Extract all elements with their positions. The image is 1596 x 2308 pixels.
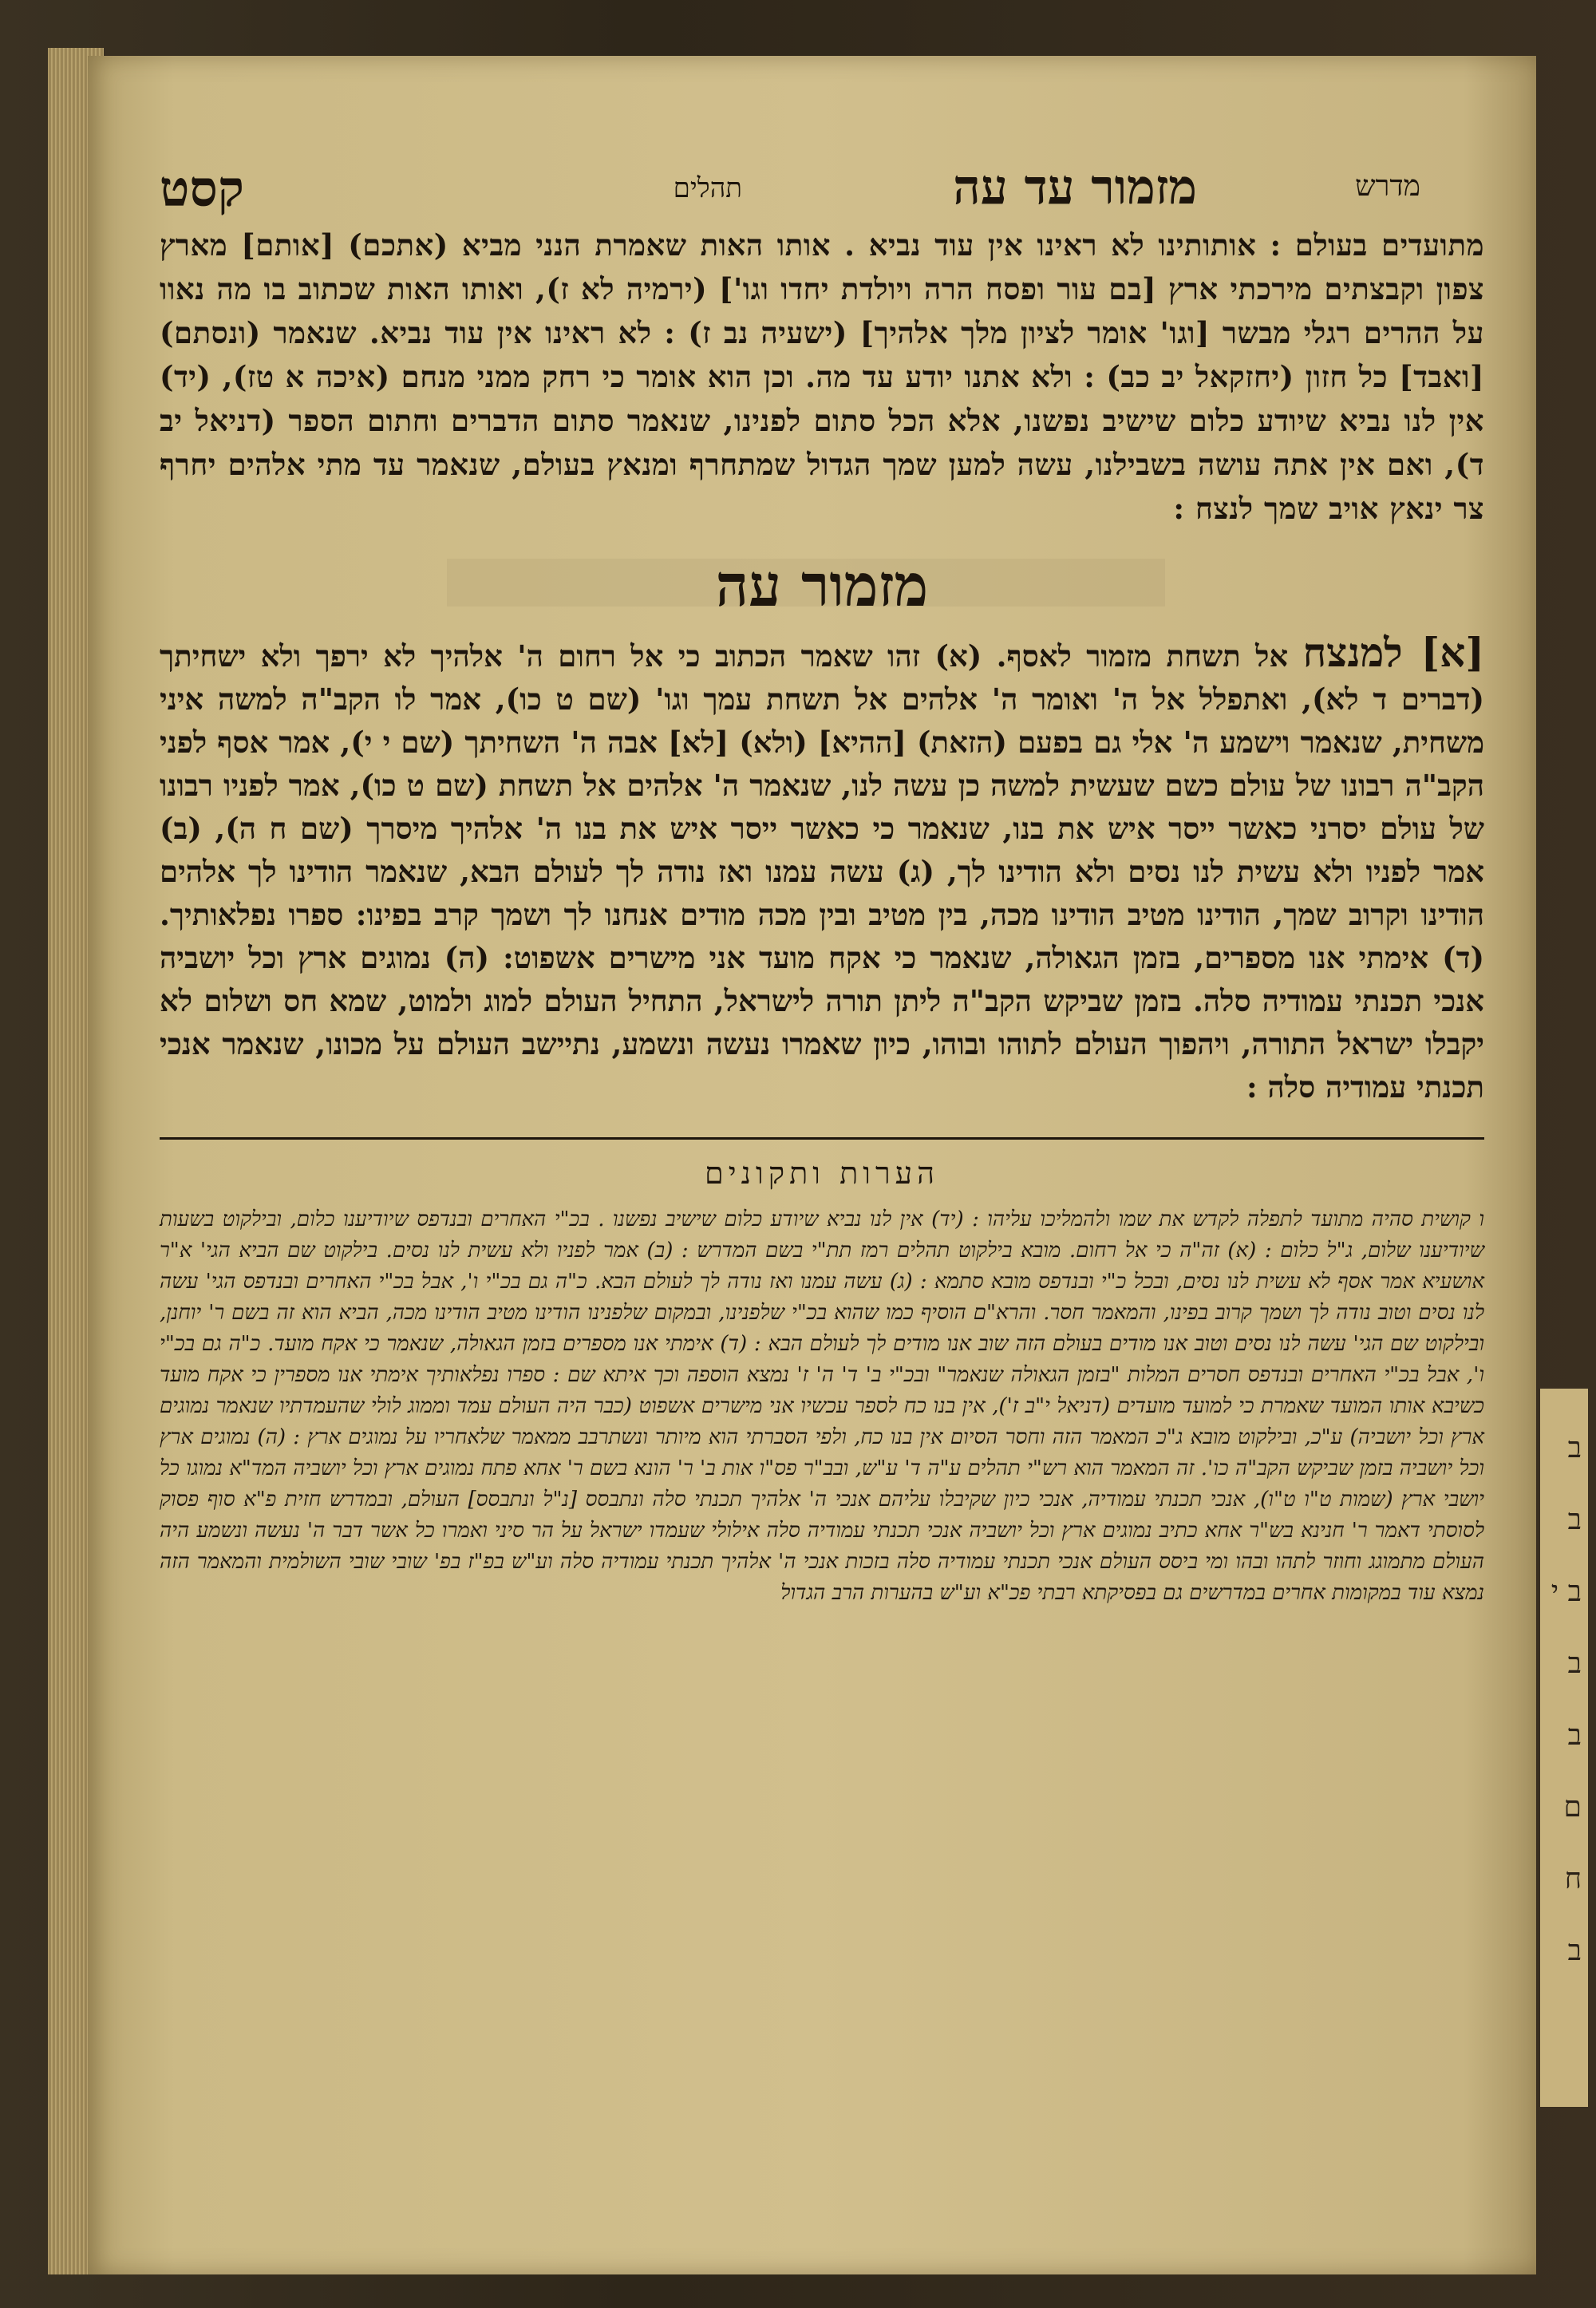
continuation-text: מתועדים בעולם : אותותינו לא ראינו אין עוד נביא . אותו האות שאמרת הנני מביא (אתכם) [אותם] מארץ צפון וקבצתים מירכתי ארץ [בם עור ופסח הרה ויולדת יחדו וגו'] (ירמיה לא ז), ואותו האות שכתוב בו מה נאוו על ההרים רגלי מבשר [וגו' אומר לציון מלך אלהיך] (ישעיה נב ז) : לא ראינו אין עוד נביא. שנאמר (ונסתם) [ואבד] כל חזון (יחזקאל יב כב) : ולא אתנו יודע עד מה. וכן הוא אומר כי רחק ממני מנחם (איכה א טז), (יד) אין לנו נביא שיודע כלום שישיב נפשנו, אלא הכל סתום לפנינו, שנאמר סתום הדברים וחתום הספר (דניאל יב ד), ואם אין אתה עושה בשבילנו, עשה למען שמך הגדול שמתחרף ומנאץ בעולם, שנאמר עד מתי אלהים יחרף צר ינאץ אויב שמך לנצח : xyxy=(160,227,1484,526)
notes-text: ו קושית סהיה מתועד לתפלה לקדש את שמו ולהמליכו עליהו : (יד) אין לנו נביא שיודע כלום שישיב נפשנו . בכ"י האחרים ובנדפס שיודיענו כלום, ובילקוט בשעות שיודיענו שלום, ג"ל כלום : (א) זה"ה כי אל רחום. מובא בילקוט תהלים רמז תת"י בשם המדרש : (ב) אמר לפניו ולא עשית לנו נסים. בילקוט שם הביא הגי' א"ר אושעיא אמר אסף לא עשית לנו נסים, ובכל כ"י ובנדפס מובא סתמא : (ג) עשה עמנו ואז נודה לך לעולם הבא. כ"ה גם בכ"י ו', אבל בכ"י האחרים ובנדפס הגי' עשה לנו נסים וטוב נודה לך ושמך קרוב בפינו, והמאמר חסר. והרא"ם הוסיף כמו שהוא בכ"י שלפנינו, ובמקום שלפנינו הודינו מטיב הודינו מכה, הביא הוא זה בשם ר' יוחנן, ובילקוט שם הגי' עשה לנו נסים וטוב אנו מודים בעולם הזה שוב אנו מודים לך לעולם הבא : (ד) אימתי אנו מספרים בזמן הגאולה, שנאמר כי אקח מועד. כ"ה גם בכ"י ו', אבל בכ"י האחרים ובנדפס חסרים המלות "בזמן הגאולה שנאמר" ובכ"י ב' ד' ה' ז' נמצא הוספה וכך איתא שם : ספרו נפלאותיך אימתי אנו מספרין כי אקח מועד כשיבא אותו המועד שאמרת כי למועד מועדים (דניאל י"ב ז'), אין בנו כח לספר עכשיו אני מישרים אשפוט (כבר היה העולם עמד וממוג לולי שהעמדתיו שנאמר נמוגים ארץ וכל יושביה) ע"כ, ובילקוט מובא ג"כ המאמר הזה וחסר הסיום אין בנו כח, ולפי הסברתי הוא מיותר ונשתרבב ממאמר שלאחריו על נמוגים ארץ : (ה) נמוגים ארץ וכל יושביה בזמן שביקש הקב"ה כו'. זה המאמר הוא רש"י תהלים ע"ה ד' ע"ש, ובב"ר פס"ו אות ב' ר' הונא בשם ר' אחא פתח נמוגים ארץ וכל יושביה המד"א נמוגו כל יושבי ארץ (שמות ט"ו ט"ו), אנכי תכנתי עמודיה, אנכי כיון שקיבלו עליהם אנכי ה' אלהיך תכנתי סלה ונתבסס [נ"ל ונתבסס] העולם, ובמדרש חזית פ"א סוף פסוק לסוסתי דאמר ר' חנינא בש"ר אחא כתיב נמוגים ארץ וכל יושביה אנכי תכנתי עמודיה סלה אילולי שעמדו ישראל על הר סיני ואמרו כל אשר דבר ה' נעשה ונשמע היה העולם מתמוגג וחוזר לתהו ובהו ומי ביסס העולם אנכי תכנתי עמודיה סלה בזכות אנכי ה' אלהיך תכנתי עמודיה סלה וע"ש בפ"ז בפ' שובי שובי השולמית והמאמר הזה נמצא עוד במקומות אחרים במדרשים גם בפסיקתא רבתי פכ"א וע"ש בהערות הרב הגדול xyxy=(160,1207,1484,1605)
psalm-commentary xyxy=(160,631,1484,1109)
header-tehillim: תהלים xyxy=(673,172,742,204)
page-number: קסט xyxy=(160,160,244,218)
notes-title: הערות ותקונים xyxy=(705,1156,939,1191)
header-midrash: מדרש xyxy=(1355,170,1420,203)
psalm-title: מזמור עה xyxy=(715,551,929,619)
facing-page-strip xyxy=(1540,1389,1588,2107)
page-content xyxy=(160,160,1484,1609)
commentary-text: אל תשחת מזמור לאסף. (א) זהו שאמר הכתוב כי אל רחום ה' אלהיך לא ירפך ולא ישחיתך (דברים ד לא), ואתפלל אל ה' ואומר ה' אלהים אל תשחת עמך וגו' (שם ט כו), אמר לו הקב"ה למשה איני משחית, שנאמר וישמע ה' אלי גם בפעם (הזאת) [ההיא] (ולא) [לא] אבה ה' השחיתך (שם י י), אמר אסף לפני הקב"ה רבונו של עולם כשם שעשית למשה כן עשה לנו, שנאמר ה' אלהים אל תשחת (שם ט כו), אמר לפניו רבונו של עולם יסרני כאשר ייסר איש את בנו, שנאמר כי כאשר ייסר איש את בנו ה' אלהיך מיסרך (שם ח ה), (ב) אמר לפניו ולא עשית לנו נסים ולא הודינו לך, (ג) עשה עמנו ואז נודה לך לעולם הבא, שנאמר הודינו לך אלהים הודינו וקרוב שמך, הודינו מטיב הודינו מכה, בין מטיב ובין מכה מודים אנחנו לך ושמך קרב בפינו: ספרו נפלאותיך. (ד) אימתי אנו מספרים, בזמן הגאולה, שנאמר כי אקח מועד אני מישרים אשפוט: (ה) נמוגים ארץ וכל יושביה אנכי תכנתי עמודיה סלה. בזמן שביקש הקב"ה ליתן תורה לישראל, התחיל העולם למוג ולמוט, שמא חס ושלום לא יקבלו ישראל התורה, ויהפוך העולם לתוהו ובוהו, כיון שאמרו נעשה ונשמע, נתיישב העולם על מכונו, שנאמר אנכי תכנתי עמודיה סלה : xyxy=(160,638,1484,1105)
header-mizmor: מזמור עד עה xyxy=(953,160,1197,215)
running-header xyxy=(160,160,1484,218)
section-divider xyxy=(160,1137,1484,1140)
facing-page-glyphs: ב ב ב י ב ב ם ח ב xyxy=(1551,1432,1582,1967)
opening-word: [א] למנצח xyxy=(1302,629,1484,676)
